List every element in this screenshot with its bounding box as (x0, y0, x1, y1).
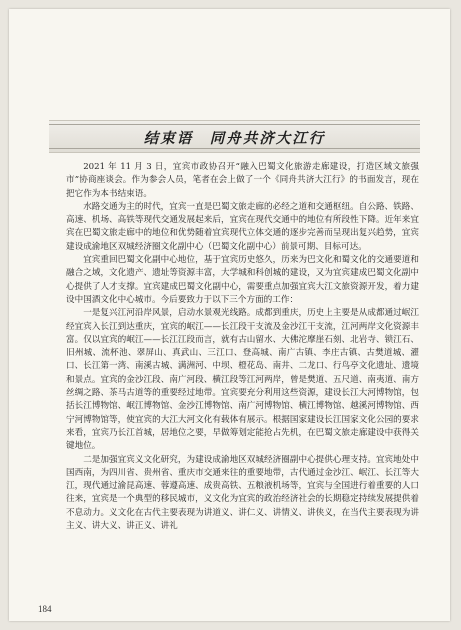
body-text (66, 161, 419, 533)
paragraph: 宜宾重回巴蜀文化副中心地位，基于宜宾历史悠久，历来为巴文化和蜀文化的交通要道和融合之域，文化遗产、遗址等资源丰富，大学城和科创城的建设，又为宜宾建成巴蜀文化副中心提供了人才支撑。宜宾建成巴蜀文化副中心，需要重点加强宜宾大江文旅资源开发，着力建设中国酒文化中心城市。今后要致力于以下三个方面的工作： (66, 255, 419, 305)
chapter-title-banner (49, 120, 420, 153)
title-rule-bottom (49, 148, 420, 149)
chapter-title: 结束语 同舟共济大江行 (143, 131, 326, 147)
paragraph: 一是复兴江河沿岸风景，启动水景观光线路。成都到重庆，历史上主要是从成都通过岷江经宜宾入长江到达重庆，宜宾的岷江——长江段干支流及金沙江干支流，江河两岸文化资源丰富。仅以宜宾的岷江——长江江段而言，就有古山留水、大佛沱摩崖石刻、北岩寺、锁江石、旧州城、流杯池、翠屏山、真武山、三江口、登高城、南广古镇、李庄古镇、古樊道城、濯口、长江第一湾、南溪古城、满洲河、中坝、橙花岛、南井、二龙口、行鸟亭文化遗址、遗境和景点。宜宾的金沙江段、南广河段、横江段等江河两岸，曾是樊道、五尺道、南夷道、南方丝绸之路、茶马古道等的重要经过地带。宜宾要充分利用这些资源，建设长江大河博物馆，包括长江博物馆、岷江博物馆、金沙江博物馆、南广河博物馆、横江博物馆、越溪河博物馆、西宁河博物馆等，使宜宾的大江大河文化有载体有展示。根据国家建设长江国家文化公园的要求来看，宜宾乃长江首城，居地位之要，早做筹划定能抢占先机，在巴蜀文旅走廊建设中获得关键地位。 (66, 308, 419, 452)
book-page (9, 9, 450, 621)
title-rule-top (49, 124, 420, 125)
page-number: 184 (38, 604, 52, 614)
paragraph: 水路交通为主的时代，宜宾一直是巴蜀文旅走廊的必经之道和交通枢纽。自公路、铁路、高速、机场、高铁等现代交通发展起来后，宜宾在现代交通中的地位有所段性下降。近年来宜宾在巴蜀文旅走廊中的地位和优势随着宜宾现代立体交通的逐步完善而呈现出复兴趋势，宜宾建设成渝地区双城经济圈文化副中心（巴蜀文化副中心）前景可期、目标可达。 (66, 201, 419, 252)
paragraph: 二是加强宜宾义文化研究，为建设成渝地区双城经济圈副中心提供心理支持。宜宾地处中国西南，为四川省、贵州省、重庆市交通来往的重要地带，古代通过金沙江、岷江、长江等大江，现代通过渝昆高速、蓉遵高速、成贵高铁、五粮液机场等，宜宾与全国进行着重要的人口往来，宜宾是一个典型的移民城市，义文化为宜宾的政治经济社会的长期稳定持续发展提供着不息动力。义文化在古代主要表现为讲道义、讲仁义、讲情义、讲侠义，在当代主要表现为讲主义、讲大义、讲正义、讲礼 (66, 454, 419, 532)
paragraph: 2021 年 11 月 3 日，宜宾市政协召开“融入巴蜀文化旅游走廊建设，打造区域文旅强市”协商座谈会。作为参会人员，笔者在会上做了一个《同舟共济大江行》的书面发言，现在把它作为本书结束语。 (66, 162, 419, 199)
